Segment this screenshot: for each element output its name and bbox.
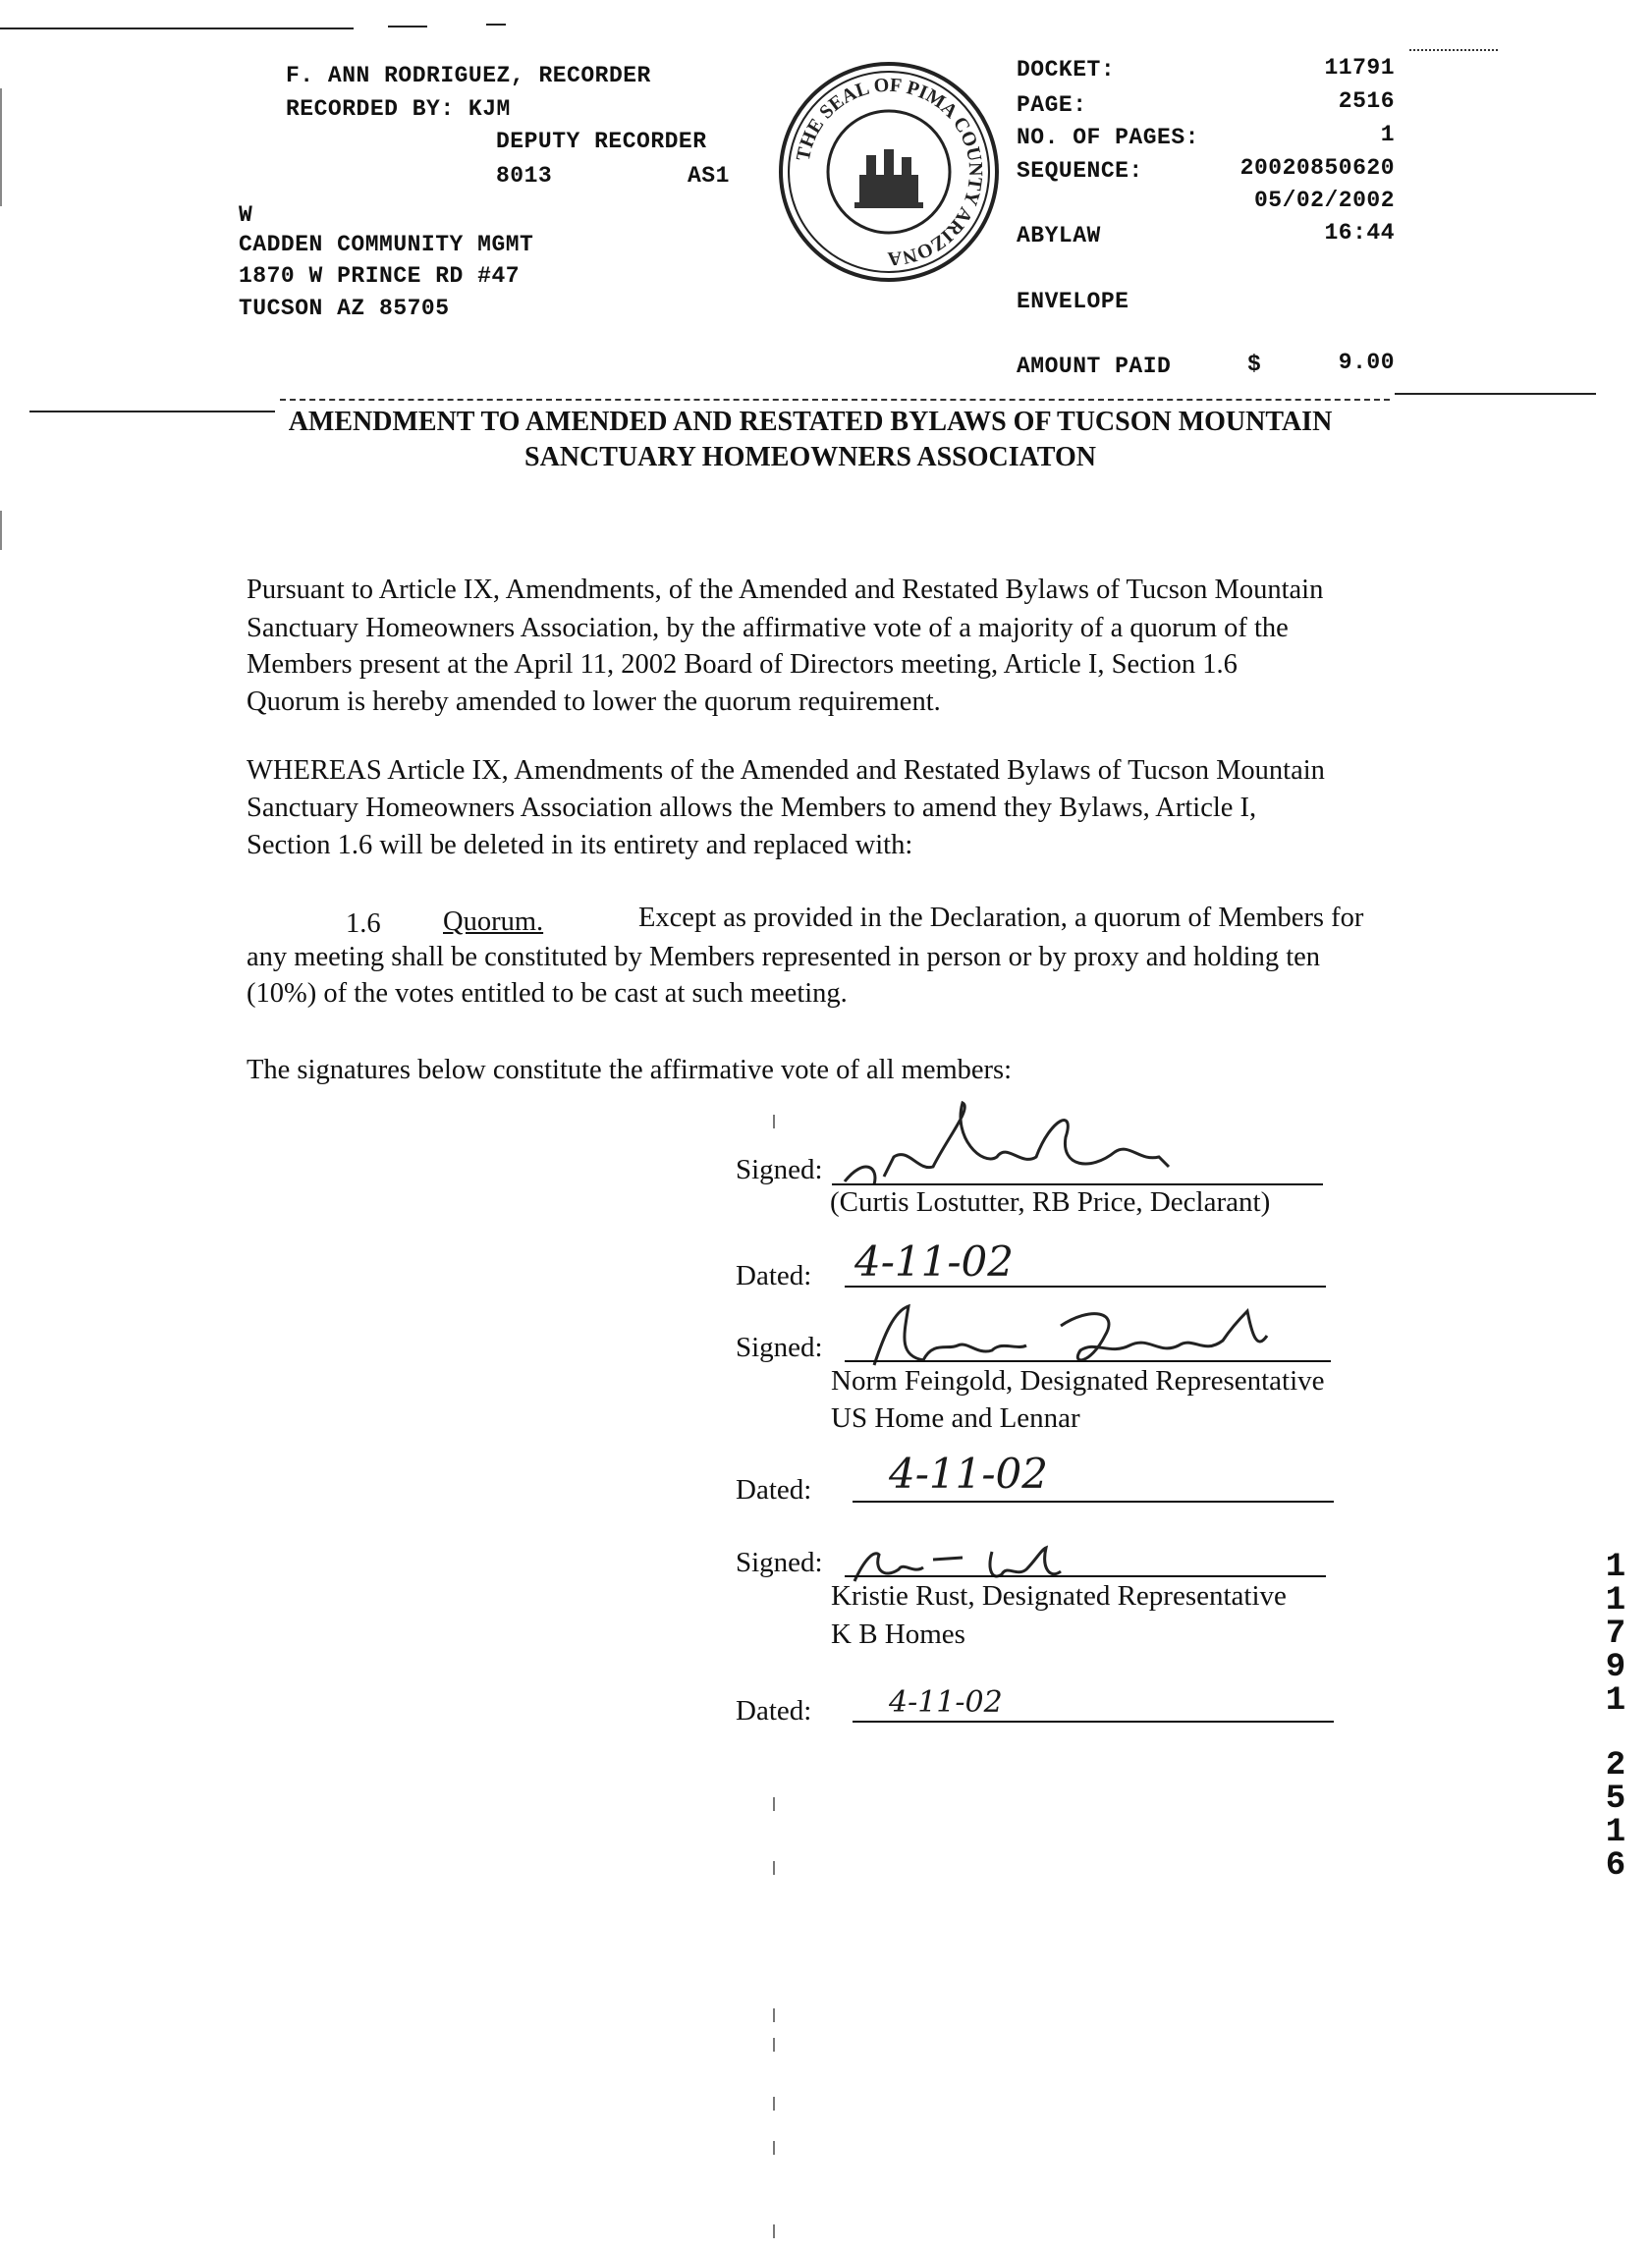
body-line: (10%) of the votes entitled to be cast at such meeting. <box>247 978 848 1009</box>
page-label: PAGE: <box>1017 92 1087 118</box>
seal-text: THE SEAL OF PIMA COUNTY ARIZONA <box>792 74 987 270</box>
margin-stamp-digit: 6 <box>1605 1847 1626 1885</box>
sequence-value: 20020850620 <box>1239 155 1395 181</box>
signed-label: Signed: <box>736 1154 823 1185</box>
recording-time: 16:44 <box>1324 220 1395 246</box>
amount-value: 9.00 <box>1338 350 1395 375</box>
fold-mark <box>773 2097 775 2111</box>
body-line: Quorum is hereby amended to lower the quorum requirement. <box>247 686 941 717</box>
recorder-code: 8013 <box>496 163 553 189</box>
scan-edge-line <box>1409 49 1498 51</box>
margin-stamp-digit: 5 <box>1605 1781 1626 1818</box>
signer-organization: US Home and Lennar <box>831 1402 1080 1434</box>
signature-lostutter <box>825 1098 1238 1196</box>
scan-edge-line <box>0 27 354 29</box>
amount-currency: $ <box>1247 352 1262 377</box>
margin-stamp-digit: 1 <box>1605 1814 1626 1851</box>
body-line: Except as provided in the Declaration, a quorum of Members for <box>638 903 1364 933</box>
fold-mark <box>773 1861 775 1875</box>
signer-name: Norm Feingold, Designated Representative <box>831 1365 1325 1397</box>
document-title: SANCTUARY HOMEOWNERS ASSOCIATON <box>524 442 1096 472</box>
section-number: 1.6 <box>346 908 381 939</box>
signed-label: Signed: <box>736 1547 823 1578</box>
body-line: Sanctuary Homeowners Association allows the Members to amend they Bylaws, Article I, <box>247 793 1257 823</box>
pages-label: NO. OF PAGES: <box>1017 125 1199 150</box>
signature-date: 4-11-02 <box>889 1450 1048 1498</box>
fold-mark <box>773 2141 775 2155</box>
signer-name: Kristie Rust, Designated Representative <box>831 1580 1287 1612</box>
body-line: WHEREAS Article IX, Amendments of the Amended and Restated Bylaws of Tucson Mountain <box>247 755 1325 786</box>
signature-line <box>845 1360 1331 1362</box>
fold-mark <box>773 1797 775 1811</box>
separator-line <box>280 399 1390 401</box>
date-line <box>853 1501 1334 1503</box>
recorder-name: F. ANN RODRIGUEZ, RECORDER <box>286 63 651 88</box>
scan-edge-mark <box>0 88 2 206</box>
page-value: 2516 <box>1338 88 1395 114</box>
margin-stamp-digit: 1 <box>1605 1582 1626 1619</box>
addressee-line: 1870 W PRINCE RD #47 <box>239 263 521 289</box>
body-line: Sanctuary Homeowners Association, by the affirmative vote of a majority of a quorum of the <box>247 613 1289 643</box>
recorded-by: RECORDED BY: KJM <box>286 96 511 122</box>
separator-line <box>1395 393 1596 395</box>
signer-organization: K B Homes <box>831 1619 965 1650</box>
signature-line <box>845 1575 1326 1577</box>
fold-mark <box>773 2008 775 2022</box>
fold-mark <box>773 2224 775 2238</box>
margin-stamp-digit: 7 <box>1605 1616 1626 1653</box>
signed-label: Signed: <box>736 1332 823 1363</box>
section-title: Quorum. <box>443 906 544 937</box>
docket-value: 11791 <box>1324 55 1395 81</box>
addressee-flag: W <box>239 202 253 228</box>
scan-edge-mark <box>0 511 2 550</box>
addressee-line: TUCSON AZ 85705 <box>239 296 450 321</box>
body-line: any meeting shall be constituted by Members represented in person or by proxy and holding ten <box>247 942 1321 972</box>
amount-label: AMOUNT PAID <box>1017 354 1172 379</box>
scan-edge-line <box>486 24 506 26</box>
dated-label: Dated: <box>736 1474 812 1506</box>
envelope-label: ENVELOPE <box>1017 289 1129 314</box>
signature-date: 4-11-02 <box>889 1685 1003 1720</box>
document-title: AMENDMENT TO AMENDED AND RESTATED BYLAWS OF TUCSON MOUNTAIN <box>288 407 1333 437</box>
body-line: Members present at the April 11, 2002 Board of Directors meeting, Article I, Section 1.6 <box>247 649 1238 680</box>
separator-line <box>29 411 275 412</box>
signer-name: (Curtis Lostutter, RB Price, Declarant) <box>830 1186 1271 1218</box>
margin-stamp-digit: 2 <box>1605 1747 1626 1784</box>
addressee-line: CADDEN COMMUNITY MGMT <box>239 232 534 257</box>
dated-label: Dated: <box>736 1695 812 1727</box>
deputy-recorder: DEPUTY RECORDER <box>496 129 707 154</box>
signature-line <box>832 1183 1323 1185</box>
fold-mark <box>773 1115 775 1128</box>
fold-mark <box>773 2038 775 2052</box>
signature-date: 4-11-02 <box>854 1237 1014 1286</box>
sequence-label: SEQUENCE: <box>1017 158 1143 184</box>
docket-label: DOCKET: <box>1017 57 1116 82</box>
document-type: ABYLAW <box>1017 223 1101 248</box>
date-line <box>845 1286 1326 1288</box>
recorder-code-2: AS1 <box>688 163 730 189</box>
signature-feingold <box>854 1296 1306 1375</box>
county-seal <box>776 59 1002 285</box>
body-line: Pursuant to Article IX, Amendments, of the Amended and Restated Bylaws of Tucson Mountain <box>247 575 1324 605</box>
margin-stamp-digit: 9 <box>1605 1649 1626 1686</box>
scan-edge-line <box>388 26 427 27</box>
pages-value: 1 <box>1380 122 1395 147</box>
recording-date: 05/02/2002 <box>1253 188 1395 213</box>
body-line: The signatures below constitute the affirmative vote of all members: <box>247 1055 1013 1085</box>
dated-label: Dated: <box>736 1260 812 1291</box>
margin-stamp-digit: 1 <box>1605 1682 1626 1720</box>
margin-stamp-digit: 1 <box>1605 1549 1626 1586</box>
date-line <box>853 1721 1334 1723</box>
body-line: Section 1.6 will be deleted in its entirety and replaced with: <box>247 830 913 860</box>
